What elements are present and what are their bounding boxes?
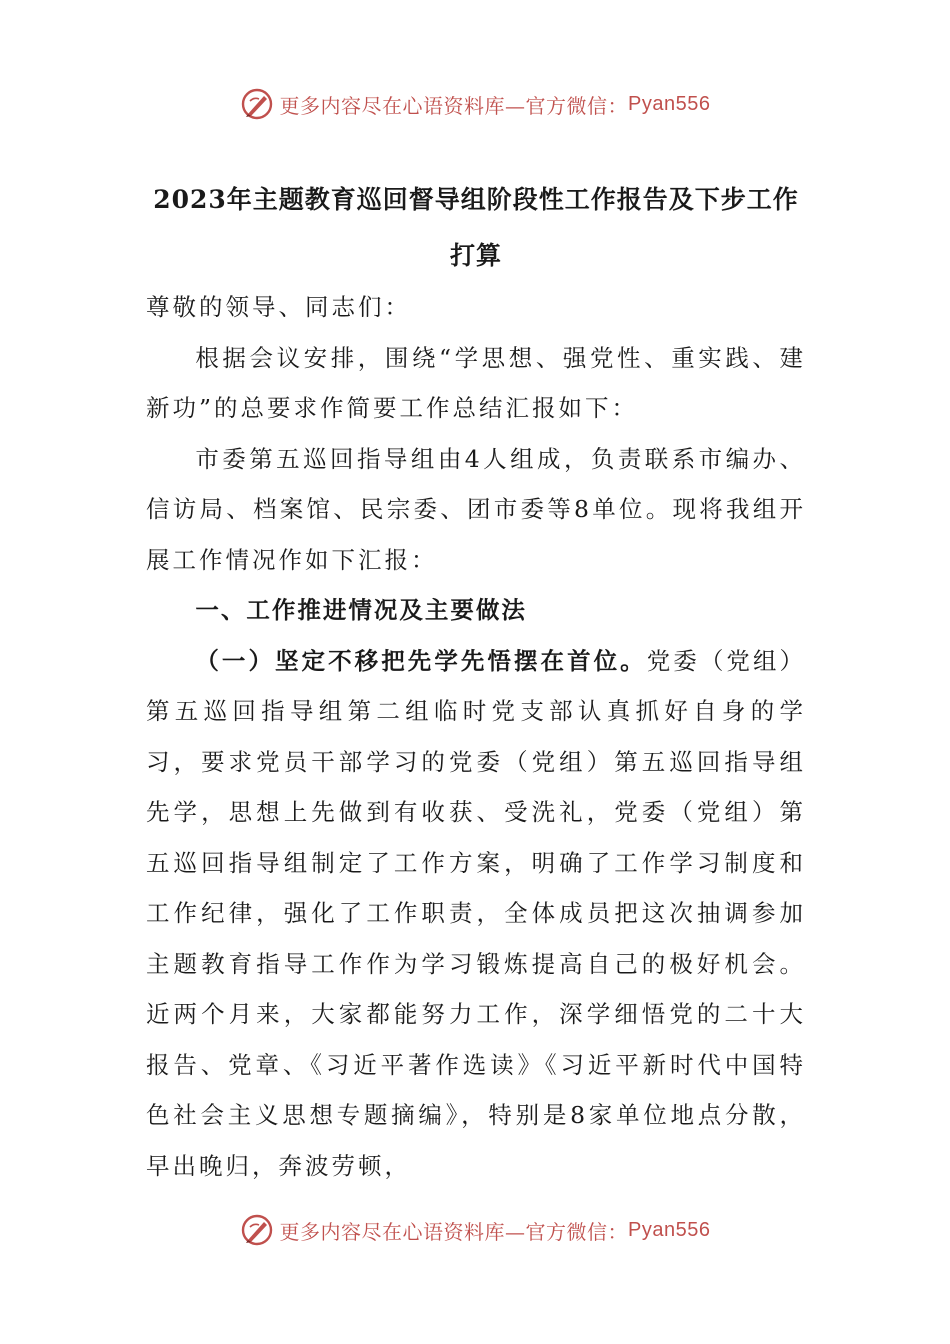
salutation: 尊敬的领导、同志们： — [146, 293, 411, 321]
pen-logo-icon — [240, 1213, 274, 1247]
watermark-banner-bottom — [0, 1210, 950, 1250]
watermark-banner-top — [0, 84, 950, 124]
section-heading-1: 一、工作推进情况及主要做法 — [195, 596, 527, 624]
pen-logo-icon — [240, 87, 274, 121]
paragraph-intro: 根据会议安排，围绕“学思想、强党性、重实践、建新功”的总要求作简要工作总结汇报如下： — [146, 343, 806, 422]
paragraph-study-first — [146, 636, 806, 1192]
watermark-text: 更多内容尽在心语资料库—官方微信： — [279, 93, 629, 118]
document-body — [146, 282, 806, 1191]
watermark-text: 更多内容尽在心语资料库—官方微信： — [279, 1219, 629, 1244]
document-title: 2023年主题教育巡回督导组阶段性工作报告及下步工作打算 — [153, 185, 799, 270]
paragraph-lead-heading: （一）坚定不移把先学先悟摆在首位。 — [195, 646, 647, 675]
watermark-id: Pyan556 — [628, 1218, 711, 1241]
paragraph-group-info: 市委第五巡回指导组由4人组成，负责联系市编办、信访局、档案馆、民宗委、团市委等8单位。现将我组开展工作情况作如下汇报： — [146, 444, 806, 574]
watermark-id: Pyan556 — [628, 92, 711, 115]
paragraph-body-text: 党委（党组）第五巡回指导组第二组临时党支部认真抓好自身的学习，要求党员干部学习的党委（党组）第五巡回指导组先学，思想上先做到有收获、受洗礼，党委（党组）第五巡回指导组制定了工作方案，明确了工作学习制度和工作纪律，强化了工作职责，全体成员把这次抽调参加主题教育指导工作作为学习锻炼提高自己的极好机会。近两个月来，大家都能努力工作，深学细悟党的二十大报告、党章、《习近平著作选读》《习近平新时代中国特色社会主义思想专题摘编》，特别是8家单位地点分散，早出晚归，奔波劳顿， — [146, 646, 807, 1180]
